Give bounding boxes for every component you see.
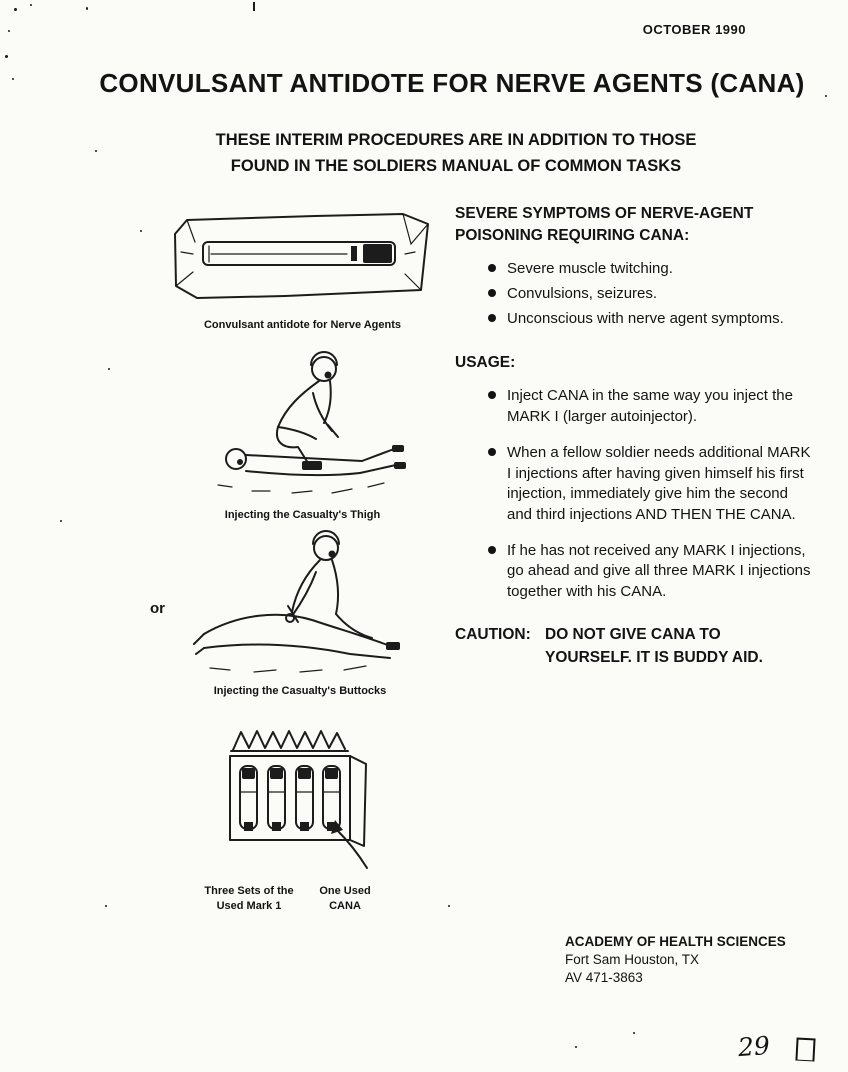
scan-speck — [8, 30, 10, 32]
bullet-icon — [488, 314, 496, 322]
symptom-item — [488, 309, 813, 329]
footer-org: ACADEMY OF HEALTH SCIENCES — [565, 934, 786, 949]
scan-speck — [575, 1046, 577, 1048]
scan-speck — [140, 230, 142, 232]
page-subtitle — [0, 127, 848, 180]
scan-speck — [448, 905, 450, 907]
handwritten-page-number: 29 — [737, 1030, 771, 1063]
symptom-item — [488, 284, 813, 304]
used-injectors-pouch-figure — [215, 718, 385, 878]
corner-mark — [795, 1038, 815, 1062]
buttocks-injection-figure — [190, 522, 405, 680]
usage-heading: USAGE: — [455, 353, 516, 371]
cana-packet-figure — [165, 202, 440, 312]
bullet-icon — [488, 391, 496, 399]
bullet-icon — [488, 448, 496, 456]
figure-caption-used-cana: One Used CANA — [319, 885, 371, 912]
scan-speck — [253, 2, 255, 11]
scan-speck — [86, 7, 88, 10]
scan-speck — [30, 4, 32, 6]
footer-location: Fort Sam Houston, TX — [565, 952, 700, 968]
figure-caption-used-mark1: Three Sets of the Used Mark 1 — [204, 885, 294, 912]
instructions-column — [455, 203, 813, 669]
symptom-item — [488, 259, 813, 279]
caution-label: CAUTION: — [455, 625, 531, 643]
figure-caption-packet: Convulsant antidote for Nerve Agents — [203, 319, 401, 331]
thigh-injection-figure — [212, 345, 407, 503]
scan-speck — [5, 55, 8, 58]
usage-item — [488, 386, 813, 427]
usage-list — [455, 386, 813, 602]
thigh-injection-illustration — [212, 345, 407, 503]
usage-text: If he has not received any MARK I injections, go ahead and give all three MARK I injections together with his CANA. — [507, 541, 811, 600]
symptom-text: Unconscious with nerve agent symptoms. — [507, 309, 784, 327]
page-title: CONVULSANT ANTIDOTE FOR NERVE AGENTS (CANA) — [99, 68, 805, 98]
bullet-icon — [488, 264, 496, 272]
subtitle-line-2: FOUND IN THE SOLDIERS MANUAL OF COMMON TASKS — [230, 157, 682, 176]
footer-phone: AV 471-3863 — [565, 970, 643, 986]
usage-text: Inject CANA in the same way you inject the MARK I (larger autoinjector). — [507, 387, 793, 426]
date-header: OCTOBER 1990 — [642, 22, 746, 37]
scan-speck — [105, 905, 107, 907]
footer-block — [565, 933, 786, 988]
bullet-icon — [488, 289, 496, 297]
symptoms-list — [455, 259, 813, 328]
scan-speck — [633, 1032, 635, 1034]
caution-text: DO NOT GIVE CANA TO YOURSELF. IT IS BUDDY AID. — [545, 625, 763, 666]
used-injectors-pouch-illustration — [215, 718, 385, 878]
usage-item — [488, 443, 813, 526]
scan-speck — [60, 520, 62, 522]
bullet-icon — [488, 546, 496, 554]
scan-speck — [14, 8, 17, 11]
symptom-text: Convulsions, seizures. — [507, 285, 658, 303]
usage-item — [488, 541, 813, 603]
usage-text: When a fellow soldier needs additional MARK I injections after having given himself his first injection, immediately give him the second and third injections AND THEN THE CANA. — [507, 443, 811, 523]
figure-caption-thigh: Injecting the Casualty's Thigh — [224, 509, 381, 521]
symptom-text: Severe muscle twitching. — [507, 260, 673, 278]
or-label: or — [150, 600, 165, 617]
cana-packet-illustration — [165, 202, 440, 312]
symptoms-heading: SEVERE SYMPTOMS OF NERVE-AGENT POISONING REQUIRING CANA: — [455, 205, 754, 244]
figure-caption-buttocks: Injecting the Casualty's Buttocks — [213, 685, 387, 697]
scan-speck — [108, 368, 110, 370]
caution-block — [455, 623, 813, 670]
buttocks-injection-illustration — [190, 522, 405, 680]
subtitle-line-1: THESE INTERIM PROCEDURES ARE IN ADDITION TO THOSE — [215, 131, 697, 149]
